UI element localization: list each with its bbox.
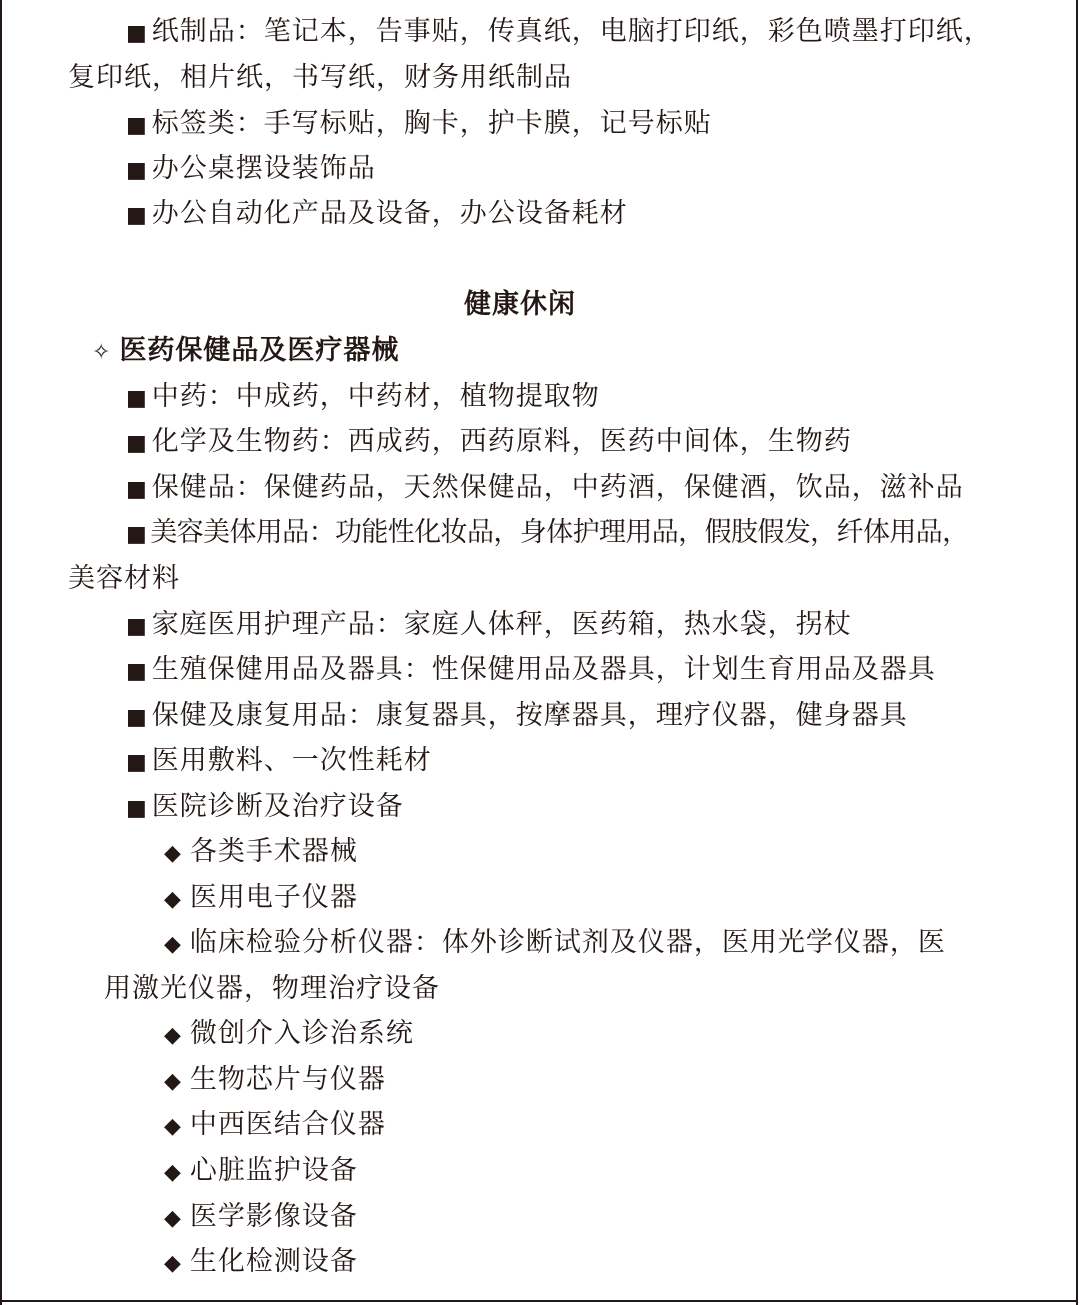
sublist-item-biochip: ◆ 生物芯片与仪器: [164, 1062, 386, 1098]
sublist-item-integrated-medicine: ◆ 中西医结合仪器: [164, 1107, 386, 1143]
section-title: 健康休闲: [464, 289, 576, 320]
list-item-hospital-equipment: ■ 医院诊断及治疗设备: [126, 789, 404, 825]
sublist-item-cardiac-monitor: ◆ 心脏监护设备: [164, 1153, 358, 1189]
list-item-paper: ■ 纸制品：笔记本，告事贴，传真纸，电脑打印纸，彩色喷墨打印纸，: [126, 14, 992, 50]
list-item-tcm: ■ 中药：中成药，中药材，植物提取物: [126, 379, 600, 415]
sublist-item-clinical-lab-cont: 用激光仪器，物理治疗设备: [104, 973, 440, 1004]
list-item-reproductive: ■ 生殖保健用品及器具：性保健用品及器具，计划生育用品及器具: [126, 652, 936, 688]
frame-bottom-border: [0, 1300, 1078, 1302]
list-item-paper-cont: 复印纸，相片纸，书写纸，财务用纸制品: [68, 62, 572, 93]
sublist-item-minimally-invasive: ◆ 微创介入诊治系统: [164, 1016, 414, 1052]
list-item-beauty: ■ 美容美体用品：功能性化妆品，身体护理用品，假肢假发，纤体用品，: [126, 515, 969, 551]
list-item-labels: ■ 标签类：手写标贴，胸卡，护卡膜，记号标贴: [126, 106, 712, 142]
list-item-health-products: ■ 保健品：保健药品，天然保健品，中药酒，保健酒，饮品，滋补品: [126, 470, 964, 506]
list-item-dressings: ■ 医用敷料、一次性耗材: [126, 743, 432, 779]
list-item-home-care: ■ 家庭医用护理产品：家庭人体秤，医药箱，热水袋，拐杖: [126, 607, 852, 643]
frame-right-border: [1076, 0, 1078, 1305]
sublist-item-surgical: ◆ 各类手术器械: [164, 834, 358, 870]
list-item-chem-bio-drugs: ■ 化学及生物药：西成药，西药原料，医药中间体，生物药: [126, 424, 852, 460]
frame-left-border: [0, 0, 2, 1305]
sublist-item-biochem-testing: ◆ 生化检测设备: [164, 1244, 358, 1280]
list-item-beauty-cont: 美容材料: [68, 563, 180, 594]
list-item-rehab: ■ 保健及康复用品：康复器具，按摩器具，理疗仪器，健身器具: [126, 698, 908, 734]
sublist-item-imaging: ◆ 医学影像设备: [164, 1199, 358, 1235]
section-subtitle: ✧ 医药保健品及医疗器械: [92, 333, 399, 369]
sublist-item-electronic: ◆ 医用电子仪器: [164, 880, 358, 916]
sublist-item-clinical-lab: ◆ 临床检验分析仪器：体外诊断试剂及仪器，医用光学仪器，医: [164, 925, 946, 961]
list-item-desk-decor: ■ 办公桌摆设装饰品: [126, 151, 376, 187]
list-item-office-automation: ■ 办公自动化产品及设备，办公设备耗材: [126, 196, 628, 232]
